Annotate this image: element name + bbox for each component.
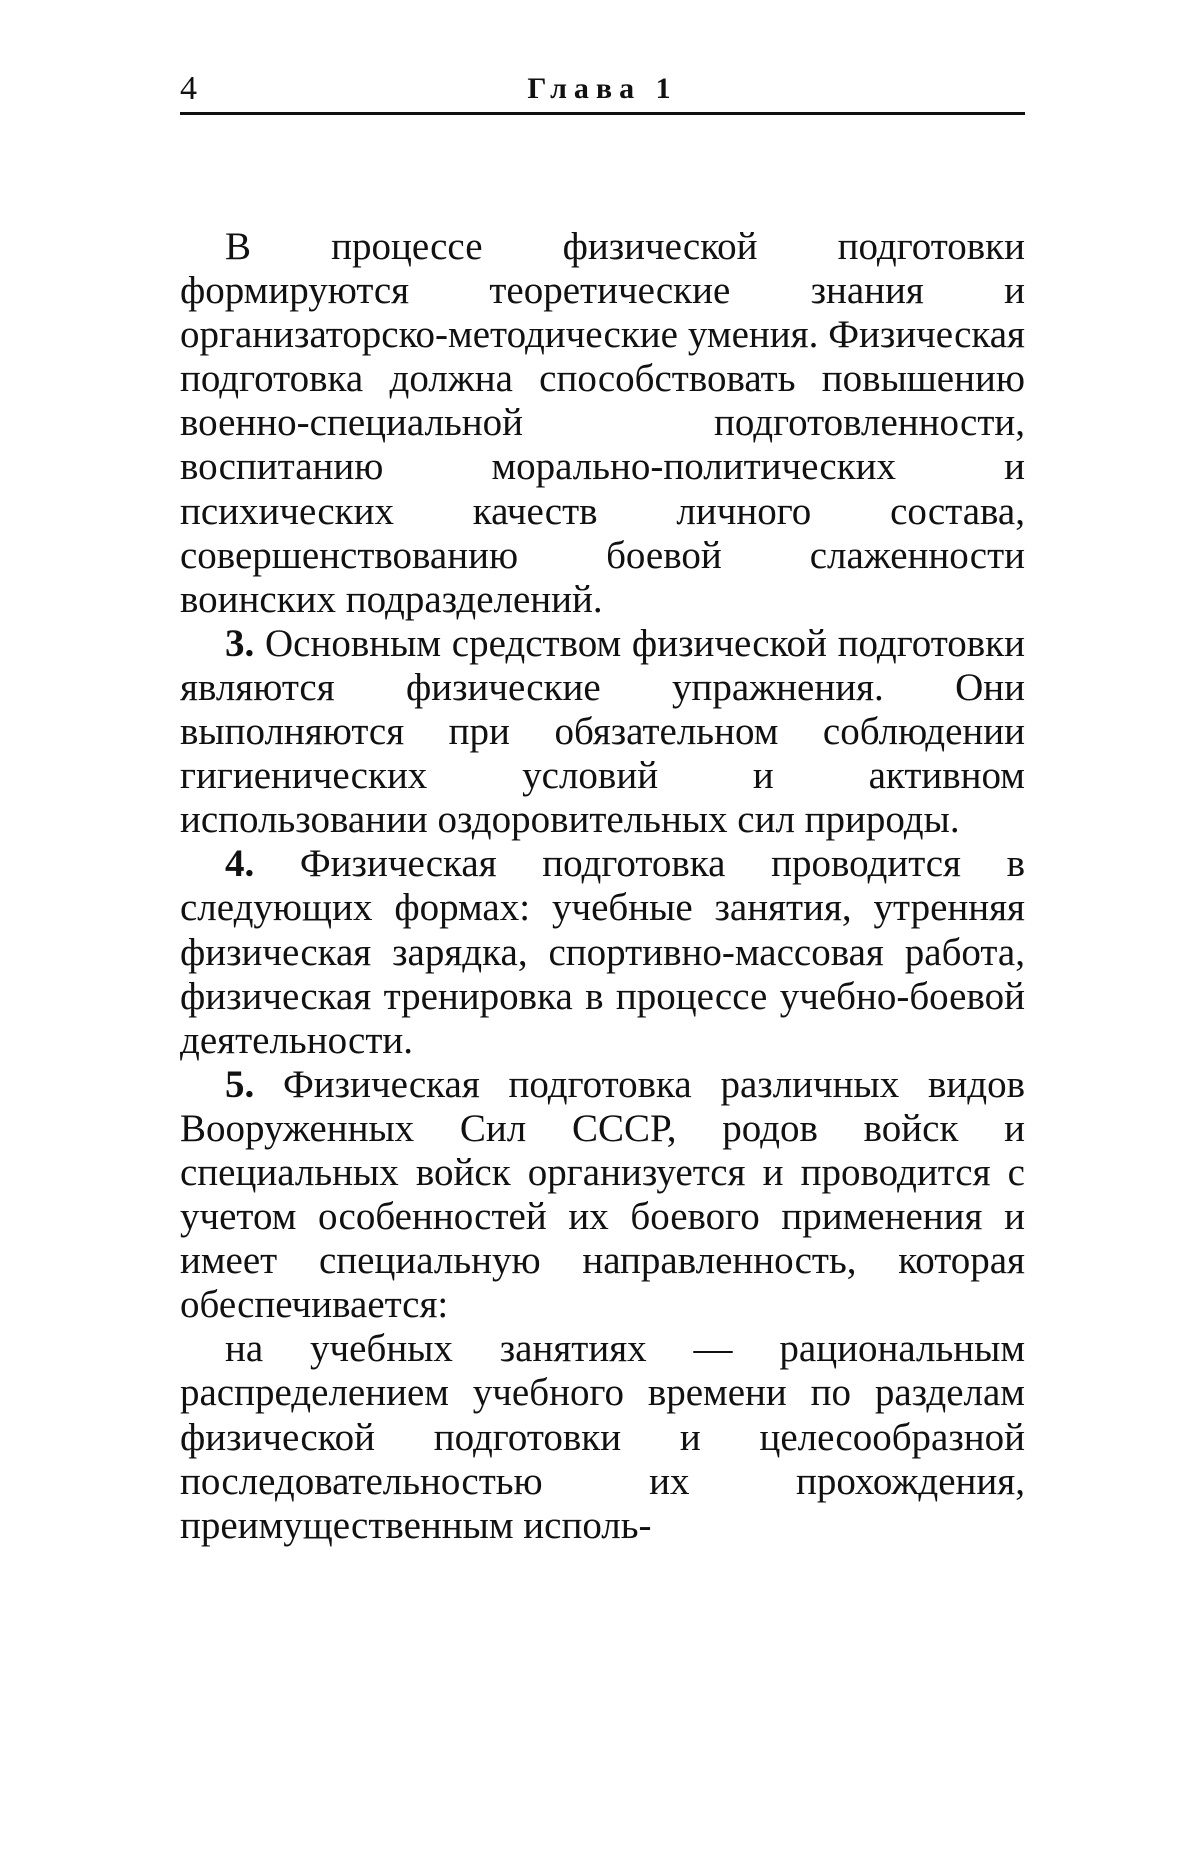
- book-page: [180, 60, 1025, 1548]
- paragraph-text: Физическая подготовка различных видов Вооруженных Сил СССР, родов войск и специальных войск организуется и проводится с учетом особенностей их боевого применения и имеет специальную направленность, которая обеспечивается:: [180, 1062, 1026, 1327]
- running-head: [180, 60, 1025, 115]
- page-number: 4: [180, 70, 197, 107]
- body-text: [180, 225, 1025, 1548]
- paragraph-4: [180, 842, 1025, 1062]
- paragraph-text: Основным средством физической подготовки являются физические упражнения. Они выполняются при обязательном соблюдении гигиенических условий и активном использовании оздоровительных сил природы.: [180, 621, 1026, 842]
- paragraph-number: 4.: [225, 842, 255, 886]
- paragraph-text: Физическая подготовка проводится в следующих формах: учебные занятия, утренняя физическая зарядка, спортивно-массовая работа, физическая тренировка в процессе учебно-боевой деятельности.: [180, 842, 1026, 1062]
- paragraph-training-sessions: [180, 1327, 1025, 1547]
- paragraph-number: 3.: [225, 621, 255, 665]
- paragraph-continuation: [180, 225, 1025, 622]
- paragraph-5: [180, 1063, 1025, 1328]
- paragraph-text: В процессе физической подготовки формируются теоретические знания и организаторско-методические умения. Физическая подготовка должна способствовать повышению военно-специальной подготовленности, воспитанию морально-политических и психических качеств личного состава, совершенствованию боевой слаженности воинских подразделений.: [180, 225, 1025, 621]
- chapter-title: Глава 1: [527, 72, 678, 105]
- paragraph-text: на учебных занятиях — рациональным распределением учебного времени по разделам физической подготовки и целесообразной последовательностью их прохождения, преимущественным исполь-: [180, 1327, 1025, 1547]
- paragraph-number: 5.: [225, 1062, 255, 1106]
- paragraph-3: [180, 622, 1025, 842]
